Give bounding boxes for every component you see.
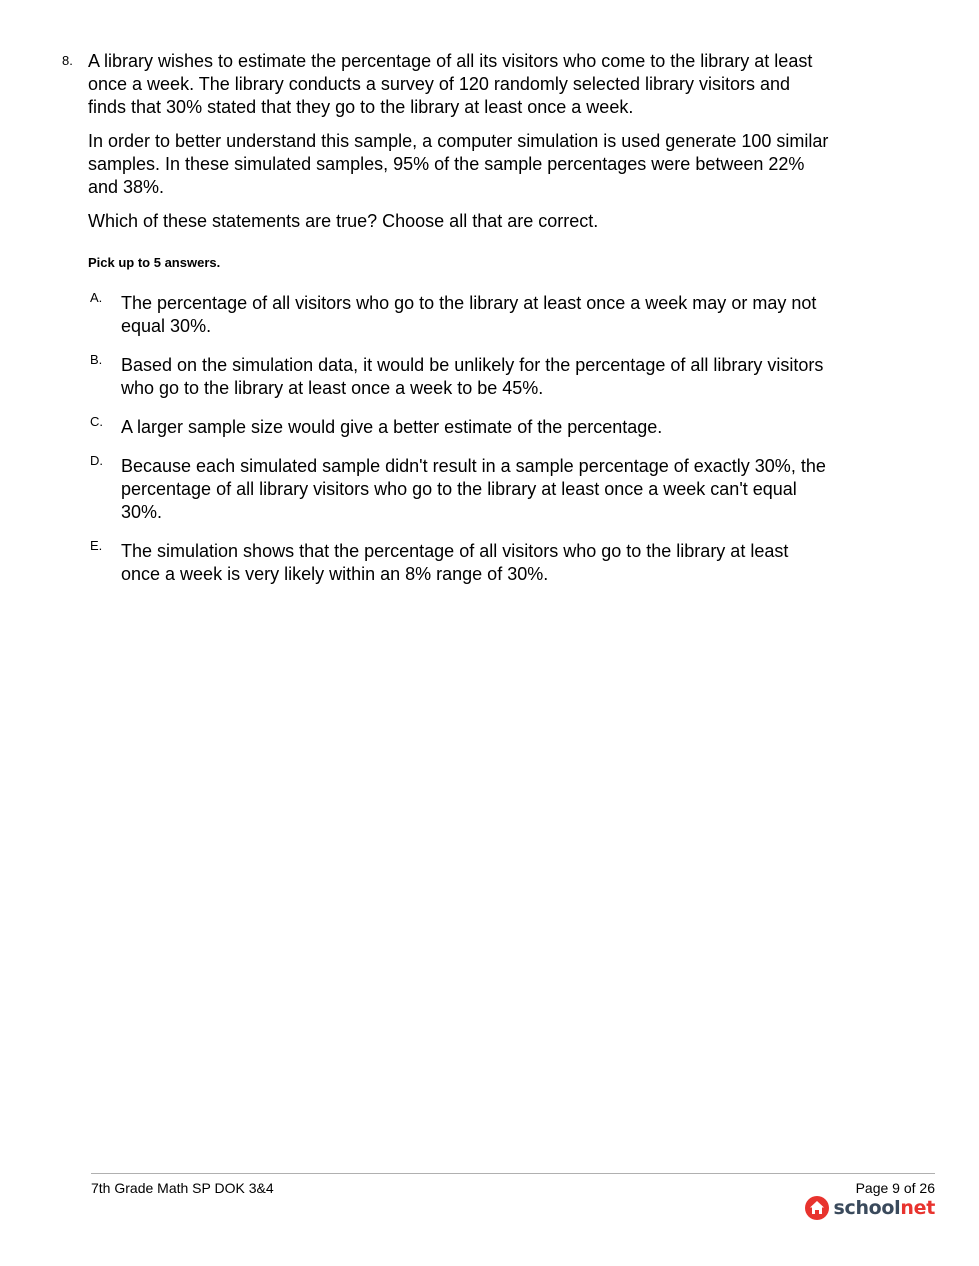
choice-a[interactable]: [88, 292, 832, 338]
logo-wordmark: [833, 1197, 935, 1219]
question-prompt: Which of these statements are true? Choose all that are correct.: [88, 211, 599, 231]
question-stem-paragraph-2: In order to better understand this sample, a computer simulation is used generate 100 similar samples. In these simulated samples, 95% of the sample percentages were between 22% and 38%.: [88, 131, 829, 197]
schoolnet-logo: [805, 1194, 935, 1222]
choice-c[interactable]: [88, 416, 832, 439]
question-body: [88, 50, 832, 586]
choice-text: The percentage of all visitors who go to the library at least once a week may or may not equal 30%.: [121, 293, 817, 336]
footer-divider: [91, 1173, 935, 1174]
choice-letter: E.: [90, 538, 103, 553]
choice-letter: A.: [90, 290, 103, 305]
choice-d[interactable]: [88, 455, 832, 524]
question-stem-paragraph-1: A library wishes to estimate the percentage of all its visitors who come to the library at least once a week. The library conducts a survey of 120 randomly selected library visitors and finds that 30% stated that they go to the library at least once a week.: [88, 51, 813, 117]
choice-text: The simulation shows that the percentage of all visitors who go to the library at least once a week is very likely within an 8% range of 30%.: [121, 541, 789, 584]
choice-e[interactable]: [88, 540, 832, 586]
choice-text: Based on the simulation data, it would be unlikely for the percentage of all library visitors who go to the library at least once a week to be 45%.: [121, 355, 824, 398]
choice-letter: C.: [90, 414, 103, 429]
answer-choices: [88, 292, 832, 586]
answer-instruction: Pick up to 5 answers.: [88, 255, 221, 270]
house-icon: [805, 1196, 829, 1220]
choice-letter: B.: [90, 352, 103, 367]
logo-wordmark-school: school: [833, 1197, 901, 1219]
choice-letter: D.: [90, 453, 103, 468]
footer-document-title: 7th Grade Math SP DOK 3&4: [91, 1180, 274, 1196]
choice-text: Because each simulated sample didn't result in a sample percentage of exactly 30%, the percentage of all library visitors who go to the library at least once a week can't equal 30%.: [121, 456, 826, 522]
logo-wordmark-net: net: [900, 1197, 935, 1219]
question-number: 8.: [62, 53, 73, 68]
footer-page-number: Page 9 of 26: [855, 1180, 935, 1196]
question-8: [62, 50, 832, 602]
choice-b[interactable]: [88, 354, 832, 400]
choice-text: A larger sample size would give a better estimate of the percentage.: [121, 417, 663, 437]
